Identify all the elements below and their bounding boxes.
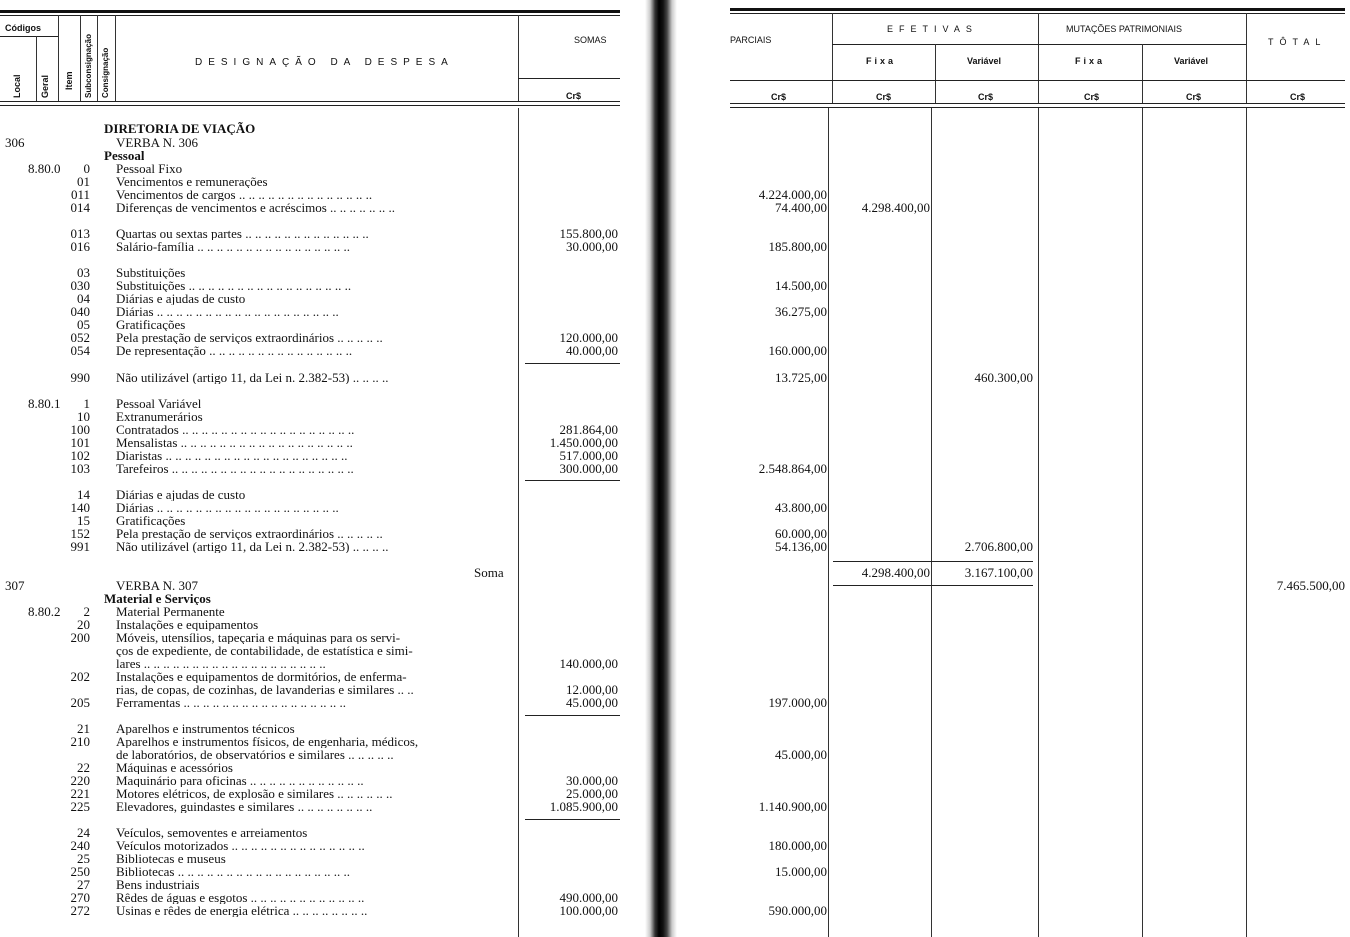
code-item: 1 — [83, 396, 90, 411]
header-somas-unit: Cr$ — [566, 91, 582, 101]
subtotal-rule — [525, 363, 620, 364]
code-item: 250 — [70, 864, 90, 879]
value-parcial: 14.500,00 — [775, 278, 827, 293]
value-soma: 140.000,00 — [559, 656, 618, 671]
code-item: 040 — [70, 304, 90, 319]
expense-designation: Gratificações — [116, 318, 186, 331]
unit-parciais: Cr$ — [771, 92, 787, 102]
expense-designation: DIRETORIA DE VIAÇÃO — [104, 122, 256, 135]
code-item: 272 — [70, 903, 90, 918]
value-soma: 30.000,00 — [566, 773, 618, 788]
code-item: 054 — [70, 343, 90, 358]
code-item: 27 — [77, 877, 90, 892]
value-parcial: 1.140.900,00 — [758, 799, 827, 814]
expense-designation: rias, de copas, de cozinhas, de lavanderias e similares .. .. — [116, 683, 414, 696]
value-total: 7.465.500,00 — [1276, 578, 1345, 593]
expense-designation: Usinas e rêdes de energia elétrica .. .. .. .. .. .. .. .. — [116, 904, 368, 917]
expense-designation: ços de expediente, de contabilidade, de estatística e simi- — [116, 644, 413, 657]
value-soma: 120.000,00 — [559, 330, 618, 345]
value-parcial: 15.000,00 — [775, 864, 827, 879]
expense-designation: Aparelhos e instrumentos técnicos — [116, 722, 295, 735]
expense-designation: Bibliotecas e museus — [116, 852, 226, 865]
expense-designation: Veículos, semoventes e arreiamentos — [116, 826, 308, 839]
code-item: 991 — [70, 539, 90, 554]
value-parcial: 4.224.000,00 — [758, 187, 827, 202]
expense-designation: Motores elétricos, de explosão e similares .. .. .. .. .. .. — [116, 787, 393, 800]
expense-designation: Vencimentos e remunerações — [116, 175, 268, 188]
expense-designation: Diferenças de vencimentos e acréscimos .. .. .. .. .. .. .. — [116, 201, 396, 214]
expense-designation: Substituições — [116, 266, 186, 279]
expense-designation: Veículos motorizados .. .. .. .. .. .. .. .. .. .. .. .. .. .. — [116, 839, 365, 852]
value-soma: 155.800,00 — [559, 226, 618, 241]
code-item: 240 — [70, 838, 90, 853]
expense-designation: Instalações e equipamentos — [116, 618, 259, 631]
code-item: 052 — [70, 330, 90, 345]
code-item: 103 — [70, 461, 90, 476]
expense-designation: Substituições .. .. .. .. .. .. .. .. .. .. .. .. .. .. .. .. .. — [116, 279, 352, 292]
expense-designation: Salário-família .. .. .. .. .. .. .. .. .. .. .. .. .. .. .. .. — [116, 240, 350, 253]
rule-ef-fixa — [931, 108, 932, 937]
rule-parciais — [828, 108, 829, 937]
value-soma: 490.000,00 — [559, 890, 618, 905]
value-parcial: 74.400,00 — [775, 200, 827, 215]
expense-designation: Maquinário para oficinas .. .. .. .. .. .. .. .. .. .. .. .. — [116, 774, 364, 787]
header-consignacao: Consignação — [101, 47, 110, 98]
expense-designation: Pela prestação de serviços extraordinários .. .. .. .. .. — [116, 527, 383, 540]
soma-rule-bottom — [833, 585, 1033, 586]
unit-mu-var: Cr$ — [1186, 92, 1202, 102]
code-item: 2 — [83, 604, 90, 619]
code-item: 20 — [77, 617, 90, 632]
expense-designation: Vencimentos de cargos .. .. .. .. .. .. .. .. .. .. .. .. .. .. — [116, 188, 373, 201]
code-local: 306 — [5, 135, 25, 150]
expense-designation: Ferramentas .. .. .. .. .. .. .. .. .. .. .. .. .. .. .. .. .. — [116, 696, 347, 709]
value-parcial: 160.000,00 — [768, 343, 827, 358]
code-item: 05 — [77, 317, 90, 332]
expense-designation: Contratados .. .. .. .. .. .. .. .. .. .. .. .. .. .. .. .. .. .. — [116, 423, 355, 436]
value-soma: 40.000,00 — [566, 343, 618, 358]
code-item: 220 — [70, 773, 90, 788]
value-efetiva-variavel: 460.300,00 — [974, 370, 1033, 385]
expense-designation: Diaristas .. .. .. .. .. .. .. .. .. .. .. .. .. .. .. .. .. .. .. — [116, 449, 348, 462]
expense-designation: De representação .. .. .. .. .. .. .. .. .. .. .. .. .. .. .. — [116, 344, 353, 357]
value-parcial: 43.800,00 — [775, 500, 827, 515]
code-item: 22 — [77, 760, 90, 775]
code-item: 14 — [77, 487, 90, 502]
rule-mu-var — [1246, 108, 1247, 937]
unit-mu-fixa: Cr$ — [1084, 92, 1100, 102]
subtotal-rule — [525, 480, 620, 481]
code-item: 221 — [70, 786, 90, 801]
unit-ef-var: Cr$ — [978, 92, 994, 102]
header-subconsignacao: Subconsignação — [84, 33, 93, 98]
expense-designation: Mensalistas .. .. .. .. .. .. .. .. .. .. .. .. .. .. .. .. .. .. — [116, 436, 353, 449]
value-soma: 517.000,00 — [559, 448, 618, 463]
code-item: 25 — [77, 851, 90, 866]
expense-designation: Bens industriais — [116, 878, 200, 891]
header-somas: SOMAS — [574, 35, 607, 45]
code-geral: 8.80.2 — [28, 604, 61, 619]
expense-designation: Máquinas e acessórios — [116, 761, 233, 774]
code-item: 990 — [70, 370, 90, 385]
code-item: 03 — [77, 265, 90, 280]
expense-designation: VERBA N. 306 — [116, 136, 198, 149]
left-somas-rule — [518, 108, 519, 937]
value-parcial: 180.000,00 — [768, 838, 827, 853]
code-item: 202 — [70, 669, 90, 684]
code-item: 0 — [83, 161, 90, 176]
expense-designation: Pessoal Variável — [116, 397, 202, 410]
soma-rule-top — [833, 561, 1033, 562]
expense-designation: Tarefeiros .. .. .. .. .. .. .. .. .. .. .. .. .. .. .. .. .. .. .. — [116, 462, 354, 475]
code-item: 140 — [70, 500, 90, 515]
expense-designation: Não utilizável (artigo 11, da Lei n. 2.382-53) .. .. .. .. — [116, 540, 389, 553]
expense-designation: Pessoal Fixo — [116, 162, 183, 175]
header-total: TÔTAL — [1268, 37, 1327, 47]
value-parcial: 13.725,00 — [775, 370, 827, 385]
expense-designation: Extranumerários — [116, 410, 203, 423]
value-soma: 1.085.900,00 — [549, 799, 618, 814]
expense-designation: Quartas ou sextas partes .. .. .. .. .. .. .. .. .. .. .. .. .. — [116, 227, 369, 240]
code-item: 270 — [70, 890, 90, 905]
expense-designation: VERBA N. 307 — [116, 579, 198, 592]
expense-designation: Instalações e equipamentos de dormitórios, de enferma- — [116, 670, 407, 683]
value-efetiva-variavel: 2.706.800,00 — [964, 539, 1033, 554]
code-item: 011 — [70, 187, 90, 202]
header-codigos: Códigos — [5, 23, 41, 33]
value-parcial: 197.000,00 — [768, 695, 827, 710]
expense-designation: de laboratórios, de observatórios e similares .. .. .. .. .. — [116, 748, 394, 761]
header-mu-fixa: Fixa — [1075, 56, 1106, 66]
header-parciais: PARCIAIS — [730, 35, 772, 45]
expense-designation: Gratificações — [116, 514, 186, 527]
header-designacao: DESIGNAÇÃO DA DESPESA — [195, 57, 454, 68]
value-efetiva-fixa: 4.298.400,00 — [861, 565, 930, 580]
value-soma: 100.000,00 — [559, 903, 618, 918]
code-item: 15 — [77, 513, 90, 528]
expense-designation: Material Permanente — [116, 605, 225, 618]
code-item: 014 — [70, 200, 90, 215]
expense-designation: Rêdes de águas e esgotos .. .. .. .. .. .. .. .. .. .. .. .. — [116, 891, 365, 904]
value-soma: 12.000,00 — [566, 682, 618, 697]
header-item: Item — [64, 71, 74, 90]
expense-designation: Diárias .. .. .. .. .. .. .. .. .. .. .. .. .. .. .. .. .. .. .. — [116, 501, 339, 514]
code-geral: 8.80.1 — [28, 396, 61, 411]
expense-designation: Diárias .. .. .. .. .. .. .. .. .. .. .. .. .. .. .. .. .. .. .. — [116, 305, 339, 318]
expense-designation: Diárias e ajudas de custo — [116, 292, 246, 305]
rule-ef-var — [1038, 108, 1039, 937]
code-item: 225 — [70, 799, 90, 814]
header-geral: Geral — [40, 74, 50, 98]
value-efetiva-variavel: 3.167.100,00 — [964, 565, 1033, 580]
unit-ef-fixa: Cr$ — [876, 92, 892, 102]
expense-designation: Não utilizável (artigo 11, da Lei n. 2.382-53) .. .. .. .. — [116, 371, 389, 384]
value-parcial: 36.275,00 — [775, 304, 827, 319]
expense-designation: Móveis, utensílios, tapeçaria e máquinas para os servi- — [116, 631, 401, 644]
value-soma: 281.864,00 — [559, 422, 618, 437]
expense-designation: Bibliotecas .. .. .. .. .. .. .. .. .. .. .. .. .. .. .. .. .. .. — [116, 865, 350, 878]
subtotal-rule — [525, 715, 620, 716]
value-efetiva-fixa: 4.298.400,00 — [861, 200, 930, 215]
unit-total: Cr$ — [1290, 92, 1306, 102]
code-item: 016 — [70, 239, 90, 254]
code-item: 21 — [77, 721, 90, 736]
header-local: Local — [12, 74, 22, 98]
value-soma: 30.000,00 — [566, 239, 618, 254]
rule-mu-fixa — [1142, 108, 1143, 937]
value-parcial: 60.000,00 — [775, 526, 827, 541]
code-item: 102 — [70, 448, 90, 463]
value-parcial: 45.000,00 — [775, 747, 827, 762]
code-item: 205 — [70, 695, 90, 710]
value-parcial: 2.548.864,00 — [758, 461, 827, 476]
book-gutter — [645, 0, 677, 937]
code-item: 210 — [70, 734, 90, 749]
value-parcial: 185.800,00 — [768, 239, 827, 254]
header-mutacoes: MUTAÇÕES PATRIMONIAIS — [1066, 24, 1183, 34]
code-item: 01 — [77, 174, 90, 189]
code-item: 04 — [77, 291, 90, 306]
expense-designation: Aparelhos e instrumentos físicos, de engenharia, médicos, — [116, 735, 419, 748]
code-item: 152 — [70, 526, 90, 541]
code-item: 200 — [70, 630, 90, 645]
header-ef-fixa: Fixa — [866, 56, 897, 66]
code-item: 030 — [70, 278, 90, 293]
code-item: 10 — [77, 409, 90, 424]
header-efetivas: EFETIVAS — [887, 24, 978, 34]
code-local: 307 — [5, 578, 25, 593]
expense-designation: Pela prestação de serviços extraordinários .. .. .. .. .. — [116, 331, 383, 344]
expense-designation: Material e Serviços — [104, 592, 211, 605]
code-item: 101 — [70, 435, 90, 450]
expense-designation: lares .. .. .. .. .. .. .. .. .. .. .. .. .. .. .. .. .. .. .. — [116, 657, 326, 670]
value-soma: 300.000,00 — [559, 461, 618, 476]
expense-designation: Diárias e ajudas de custo — [116, 488, 246, 501]
expense-designation: Elevadores, guindastes e similares .. .. .. .. .. .. .. .. — [116, 800, 373, 813]
header-mu-variavel: Variável — [1174, 56, 1209, 66]
code-geral: 8.80.0 — [28, 161, 61, 176]
soma-label: Soma — [474, 565, 504, 580]
value-soma: 25.000,00 — [566, 786, 618, 801]
subtotal-rule — [525, 819, 620, 820]
code-item: 24 — [77, 825, 90, 840]
code-item: 100 — [70, 422, 90, 437]
value-parcial: 54.136,00 — [775, 539, 827, 554]
code-item: 013 — [70, 226, 90, 241]
value-parcial: 590.000,00 — [768, 903, 827, 918]
expense-designation: Pessoal — [104, 149, 145, 162]
header-ef-variavel: Variável — [967, 56, 1002, 66]
value-soma: 45.000,00 — [566, 695, 618, 710]
value-soma: 1.450.000,00 — [549, 435, 618, 450]
